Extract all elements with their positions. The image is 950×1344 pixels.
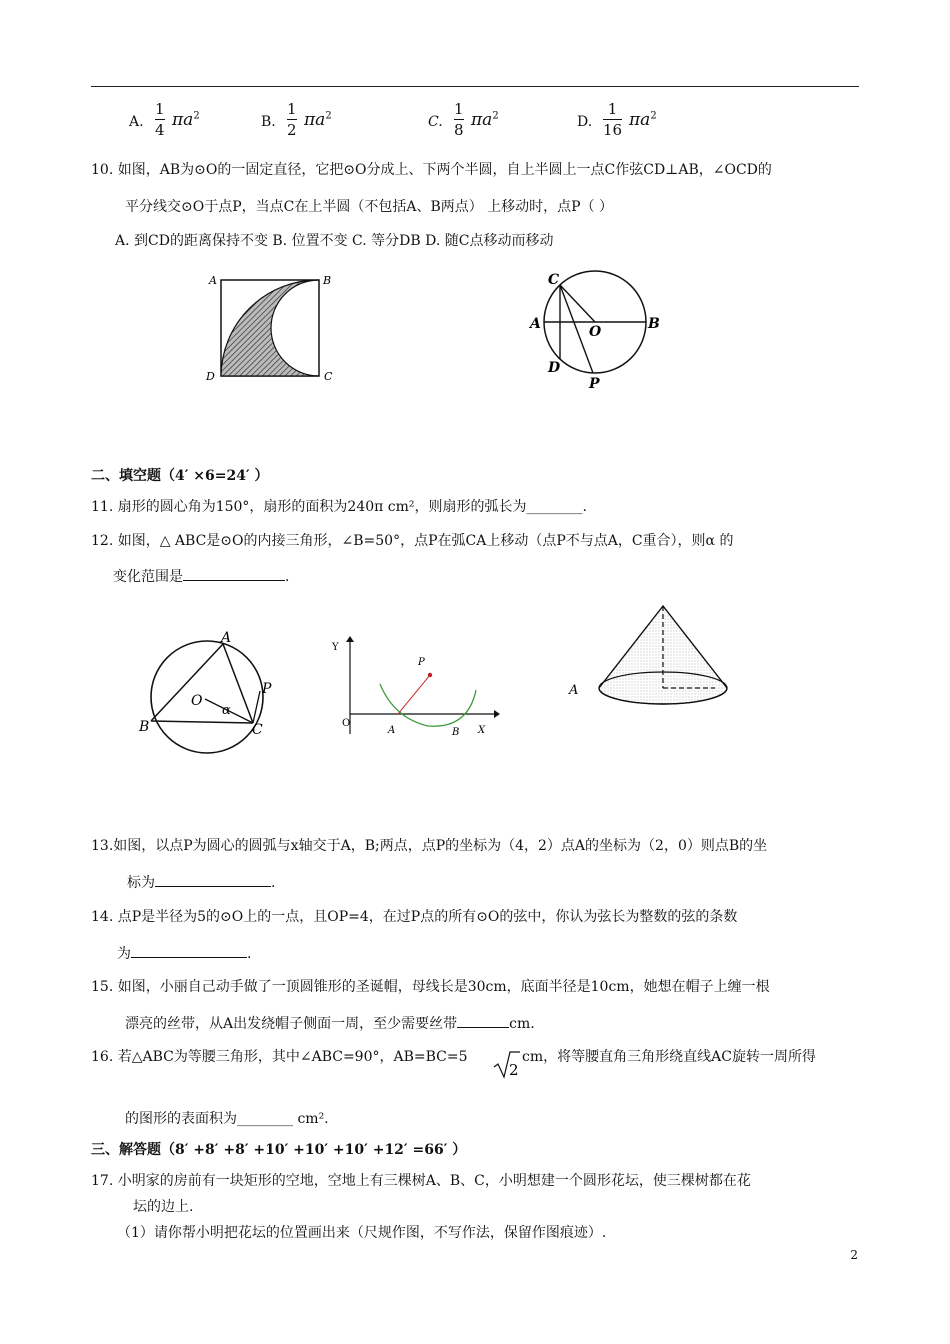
q16-line2: 的图形的表面积为________ cm². (125, 1111, 329, 1127)
q12-line1: 12. 如图，△ ABC是⊙O的内接三角形，∠B=50°，点P在弧CA上移动（点P不与点A，C重合），则α 的 (91, 533, 734, 549)
point-b-label: B (452, 727, 460, 738)
segment-pa (398, 675, 430, 714)
option-a-expr: $\pi a^2$ (172, 110, 200, 130)
q15-blank (457, 1015, 509, 1028)
point-p-label: P (589, 376, 600, 392)
option-a-fraction: 1 4 (155, 100, 165, 139)
side-ab (151, 644, 223, 721)
section2-title: 二、填空题（4′ ×6=24′ ） (91, 468, 269, 484)
point-a-label: A (569, 683, 579, 698)
q11-text: 11. 扇形的圆心角为150°，扇形的面积为240π cm²，则扇形的弧长为________. (91, 499, 587, 515)
q13-line1: 13.如图，以点P为圆心的圆弧与x轴交于A，B;两点，点P的坐标为（4，2）点A的坐标为（2，0）则点B的坐 (91, 838, 768, 854)
q17-line2: 坛的边上. (133, 1199, 194, 1215)
option-c-fraction: 1 8 (454, 100, 464, 139)
q14-blank (131, 945, 247, 958)
q10-line3: A. 到CD的距离保持不变 B. 位置不变 C. 等分DB D. 随C点移动而移动 (115, 233, 554, 249)
vertex-b-label: B (323, 274, 332, 287)
option-d-label: D. (577, 114, 593, 130)
x-axis-arrow (494, 710, 500, 718)
point-o-label: O (589, 324, 602, 340)
q15-line2: 漂亮的丝带，从A出发绕帽子侧面一周，至少需要丝带 cm. (125, 1016, 535, 1032)
option-b-expr: $\pi a^2$ (304, 110, 332, 130)
inscribed-triangle-figure (135, 630, 285, 760)
vertex-c-label: C (324, 370, 333, 383)
q10-line1: 10. 如图，AB为⊙O的一固定直径，它把⊙O分成上、下两个半圆，自上半圆上一点C作弦CD⊥AB，∠OCD的 (91, 162, 772, 178)
side-bc (151, 721, 253, 723)
q14-line1: 14. 点P是半径为5的⊙O上的一点，且OP=4，在过P点的所有⊙O的弦中，你认为弦长为整数的弦的条数 (91, 909, 738, 925)
page-number: 2 (850, 1248, 858, 1262)
point-o-label: O (191, 693, 203, 709)
origin-label: O (342, 718, 351, 729)
point-c-label: C (548, 272, 560, 288)
option-c-expr: $\pi a^2$ (471, 110, 499, 130)
q17-line3: （1）请你帮小明把花坛的位置画出来（尺规作图，不写作法，保留作图痕迹）. (117, 1225, 607, 1241)
sqrt-sign (493, 1050, 521, 1080)
option-a-label: A. (129, 114, 144, 130)
sqrt-radicand: 2 (509, 1061, 519, 1079)
point-b-label: B (139, 719, 150, 735)
y-axis-arrow (346, 636, 354, 642)
q14-line2: 为 . (117, 946, 252, 962)
circle-outline (151, 641, 263, 753)
option-b-label: B. (261, 114, 276, 130)
y-axis-label: Y (332, 642, 339, 653)
shaded-crescent (221, 280, 319, 376)
q16-line1b: cm，将等腰直角三角形绕直线AC旋转一周所得 (522, 1049, 816, 1065)
option-c-label: C. (428, 114, 443, 130)
option-d-fraction: 1 16 (603, 100, 623, 139)
point-p-label: P (262, 681, 272, 697)
coordinate-arc-figure (328, 634, 503, 746)
q10-line2: 平分线交⊙O于点P，当点C在上半圆（不包括A、B两点） 上移动时，点P（ ） (125, 199, 614, 215)
option-b-fraction: 1 2 (287, 100, 297, 139)
option-d-expr: $\pi a^2$ (629, 110, 657, 130)
point-p-label: P (418, 657, 425, 668)
section3-title: 三、解答题（8′ +8′ +8′ +10′ +10′ +10′ +12′ =66′ ） (91, 1142, 467, 1158)
q12-blank (183, 568, 285, 581)
q16-line1a: 16. 若△ABC为等腰三角形，其中∠ABC=90°，AB=BC=5 (91, 1049, 468, 1065)
angle-alpha-label: α (222, 703, 231, 718)
vertex-a-label: A (209, 274, 217, 287)
q15-line1: 15. 如图，小丽自己动手做了一顶圆锥形的圣诞帽，母线长是30cm，底面半径是10cm，她想在帽子上缠一根 (91, 979, 770, 995)
point-a-label: A (388, 725, 396, 736)
header-rule (91, 86, 859, 87)
q13-blank (155, 874, 271, 887)
green-arc (380, 684, 476, 726)
point-a-label: A (221, 630, 232, 646)
segment-co (560, 285, 595, 322)
point-p-marker (428, 673, 432, 677)
x-axis-label: X (478, 725, 486, 736)
square-crescent-figure (200, 268, 340, 386)
q12-line2: 变化范围是 . (113, 569, 290, 585)
cone-figure (565, 600, 730, 710)
point-a-label: A (530, 316, 541, 332)
point-c-label: C (252, 722, 263, 738)
vertex-d-label: D (206, 370, 215, 383)
point-b-label: B (648, 316, 660, 332)
point-d-label: D (548, 360, 561, 376)
q13-line2: 标为 . (127, 875, 276, 891)
q17-line1: 17. 小明家的房前有一块矩形的空地，空地上有三棵树A、B、C，小明想建一个圆形花坛，使三棵树都在花 (91, 1173, 751, 1189)
circle-chord-figure (525, 268, 670, 393)
